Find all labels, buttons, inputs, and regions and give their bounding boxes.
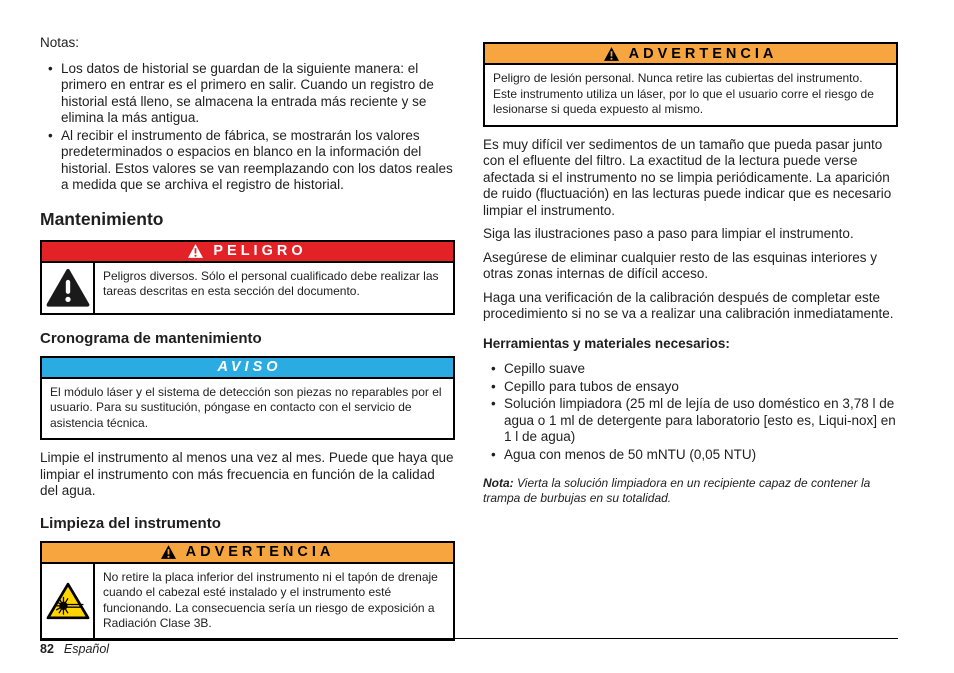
warning-banner [42,543,453,564]
note-paragraph [483,476,898,506]
injury-warning-text: Peligro de lesión personal. Nunca retire las cubiertas del instrumento. Este instrumento utiliza un láser, por lo que el usuario corre el riesgo de lesionarse si queda expuesto al mismo. [493,71,874,116]
warning-triangle-icon [161,545,176,559]
warning-banner-label: ADVERTENCIA [628,45,778,62]
notes-label: Notas: [40,35,80,50]
warning-triangle-icon [188,244,203,258]
warning-banner-label: ADVERTENCIA [185,544,335,560]
laser-hazard-icon [45,581,91,621]
section-title-mantenimiento: Mantenimiento [40,208,164,229]
list-item: • Al recibir el instrumento de fábrica, se mostrarán los valores predeterminados o espacios en blanco en la información del historial. Estos valores se van reemplazando con los datos reales a medida que se archiva el registro de historial. [61,128,455,194]
left-column [40,35,455,651]
notice-banner-label: AVISO [217,359,282,375]
list-item: • Los datos de historial se guardan de la siguiente manera: el primero en entrar es el primero en salir. Cuando un registro de historial está lleno, se almacena la entrada más reciente y se elimina la más antigua. [61,61,455,127]
schedule-paragraph: Limpie el instrumento al menos una vez al mes. Puede que haya que limpiar el instrumento con más frecuencia en función de la calidad del agua. [40,450,454,498]
right-column [483,35,898,651]
subsection-title-limpieza: Limpieza del instrumento [40,514,221,532]
warning-banner [485,44,896,65]
notes-list [40,61,455,194]
laser-warning-box [40,541,455,641]
notice-box-body [42,379,453,439]
general-hazard-icon [46,268,90,308]
page-footer [40,638,898,656]
notice-box [40,356,455,441]
danger-banner [42,242,453,263]
paragraph: Asegúrese de eliminar cualquier resto de las esquinas interiores y otras zonas internas de difícil acceso. [483,249,877,281]
note-label: Nota: [483,476,514,490]
laser-warning-box-body [42,564,453,639]
subsection-title-cronograma: Cronograma de mantenimiento [40,329,262,347]
danger-text: Peligros diversos. Sólo el personal cualificado debe realizar las tareas descritas en esta sección del documento. [103,268,439,298]
list-item: • Cepillo suave [504,361,898,378]
list-item: • Cepillo para tubos de ensayo [504,379,898,396]
note-text: Vierta la solución limpiadora en un recipiente capaz de contener la trampa de burbujas en su totalidad. [483,476,871,505]
warning-triangle-icon [604,47,619,61]
paragraph: Haga una verificación de la calibración después de completar este procedimiento si no se va a realizar una calibración inmediatamente. [483,289,894,321]
tools-list [483,361,898,463]
paragraph: Siga las ilustraciones paso a paso para limpiar el instrumento. [483,226,854,241]
danger-box-body [42,263,453,313]
danger-box [40,240,455,315]
notice-banner [42,358,453,379]
notice-text: El módulo láser y el sistema de detección son piezas no reparables por el usuario. Para su sustitución, póngase en contacto con el servicio de asistencia técnica. [50,384,442,430]
footer-language: Español [63,642,110,656]
danger-banner-label: PELIGRO [213,243,307,259]
list-item: • Agua con menos de 50 mNTU (0,05 NTU) [504,447,898,464]
tools-heading: Herramientas y materiales necesarios: [483,335,730,351]
paragraph: Es muy difícil ver sedimentos de un tamaño que pueda pasar junto con el efluente del filtro. La exactitud de la lectura puede verse afectada si el instrumento no se limpia periódicamente. La aparición de ruido (fluctuación) en las lecturas puede indicar que es necesario limpiar el instrumento. [483,136,892,218]
hazard-icon-cell [42,564,95,639]
hazard-icon-cell [42,263,95,313]
injury-warning-box [483,42,898,127]
page-number: 82 [40,642,54,656]
laser-warning-text: No retire la placa inferior del instrumento ni el tapón de drenaje cuando el cabezal esté instalado y el instrumento esté funcionando. La consecuencia sería un riesgo de exposición a Radiación Clase 3B. [103,569,438,630]
list-item: • Solución limpiadora (25 ml de lejía de uso doméstico en 3,78 l de agua o 1 ml de detergente para laboratorio [esto es, Liqui-nox] en 1 l de agua) [504,396,898,446]
injury-warning-box-body [485,65,896,125]
